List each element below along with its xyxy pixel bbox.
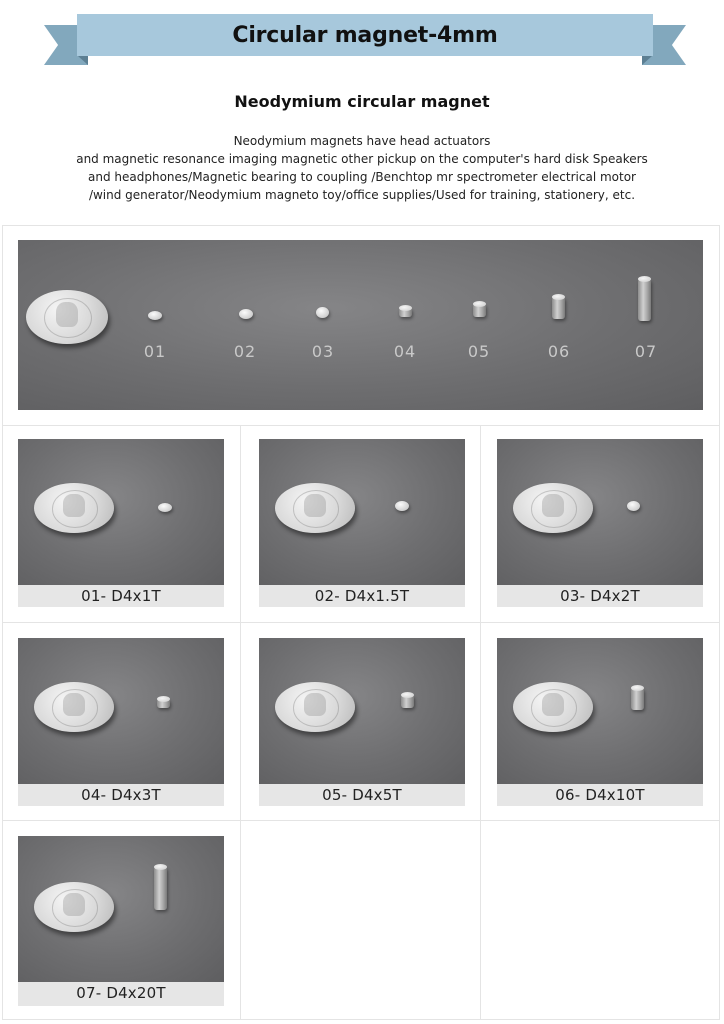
ribbon-body [77,14,653,56]
grid-line [2,225,720,226]
grid-line [2,425,720,426]
magnet [631,688,644,710]
coin [34,882,114,932]
description-line: and magnetic resonance imaging magnetic other pickup on the computer's hard disk Speakers [76,152,648,166]
grid-line [240,425,241,1020]
coin [275,682,355,732]
product-photo [497,439,703,585]
description-line: and headphones/Magnetic bearing to coupling /Benchtop mr spectrometer electrical motor [88,170,636,184]
description-line: /wind generator/Neodymium magneto toy/office supplies/Used for training, stationery, etc. [88,188,636,202]
coin [34,682,114,732]
title-banner [44,14,686,64]
magnet-label: 03 [311,342,335,361]
magnet-02 [239,309,253,319]
magnet [395,501,409,511]
product-photo [497,638,703,784]
grid-line [480,425,481,1020]
magnet-label: 02 [233,342,257,361]
section-subtitle: Neodymium circular magnet [234,92,490,111]
magnet [154,867,167,910]
product-caption: 06- D4x10T [497,784,703,806]
grid-line [2,1019,720,1020]
magnet-03 [316,307,329,318]
grid-line [2,225,3,1020]
coin [34,483,114,533]
magnet-01 [148,311,162,320]
magnet [627,501,640,511]
coin [275,483,355,533]
magnet [401,695,414,708]
grid-line [2,820,720,821]
magnet-label: 05 [467,342,491,361]
magnet-04 [399,308,412,317]
product-caption: 03- D4x2T [497,585,703,607]
product-caption: 02- D4x1.5T [259,585,465,607]
magnet-label: 04 [393,342,417,361]
description [62,132,662,204]
magnet-label: 01 [143,342,167,361]
product-photo [259,439,465,585]
grid-line [719,225,720,1020]
magnet [158,503,172,512]
magnet-06 [552,297,565,319]
coin [513,483,593,533]
product-caption: 04- D4x3T [18,784,224,806]
magnet-label: 06 [547,342,571,361]
description-line: Neodymium magnets have head actuators [233,134,491,148]
product-caption: 07- D4x20T [18,982,224,1006]
magnet-05 [473,304,486,317]
coin [26,290,108,344]
grid-line [2,622,720,623]
page-title: Circular magnet-4mm [232,22,498,48]
product-photo [18,836,224,982]
coin [513,682,593,732]
product-caption: 05- D4x5T [259,784,465,806]
product-caption: 01- D4x1T [18,585,224,607]
magnet-07 [638,279,651,321]
product-photo [18,439,224,585]
product-photo [259,638,465,784]
magnet-label: 07 [634,342,658,361]
magnet [157,699,170,708]
overview-photo [18,240,703,410]
product-photo [18,638,224,784]
